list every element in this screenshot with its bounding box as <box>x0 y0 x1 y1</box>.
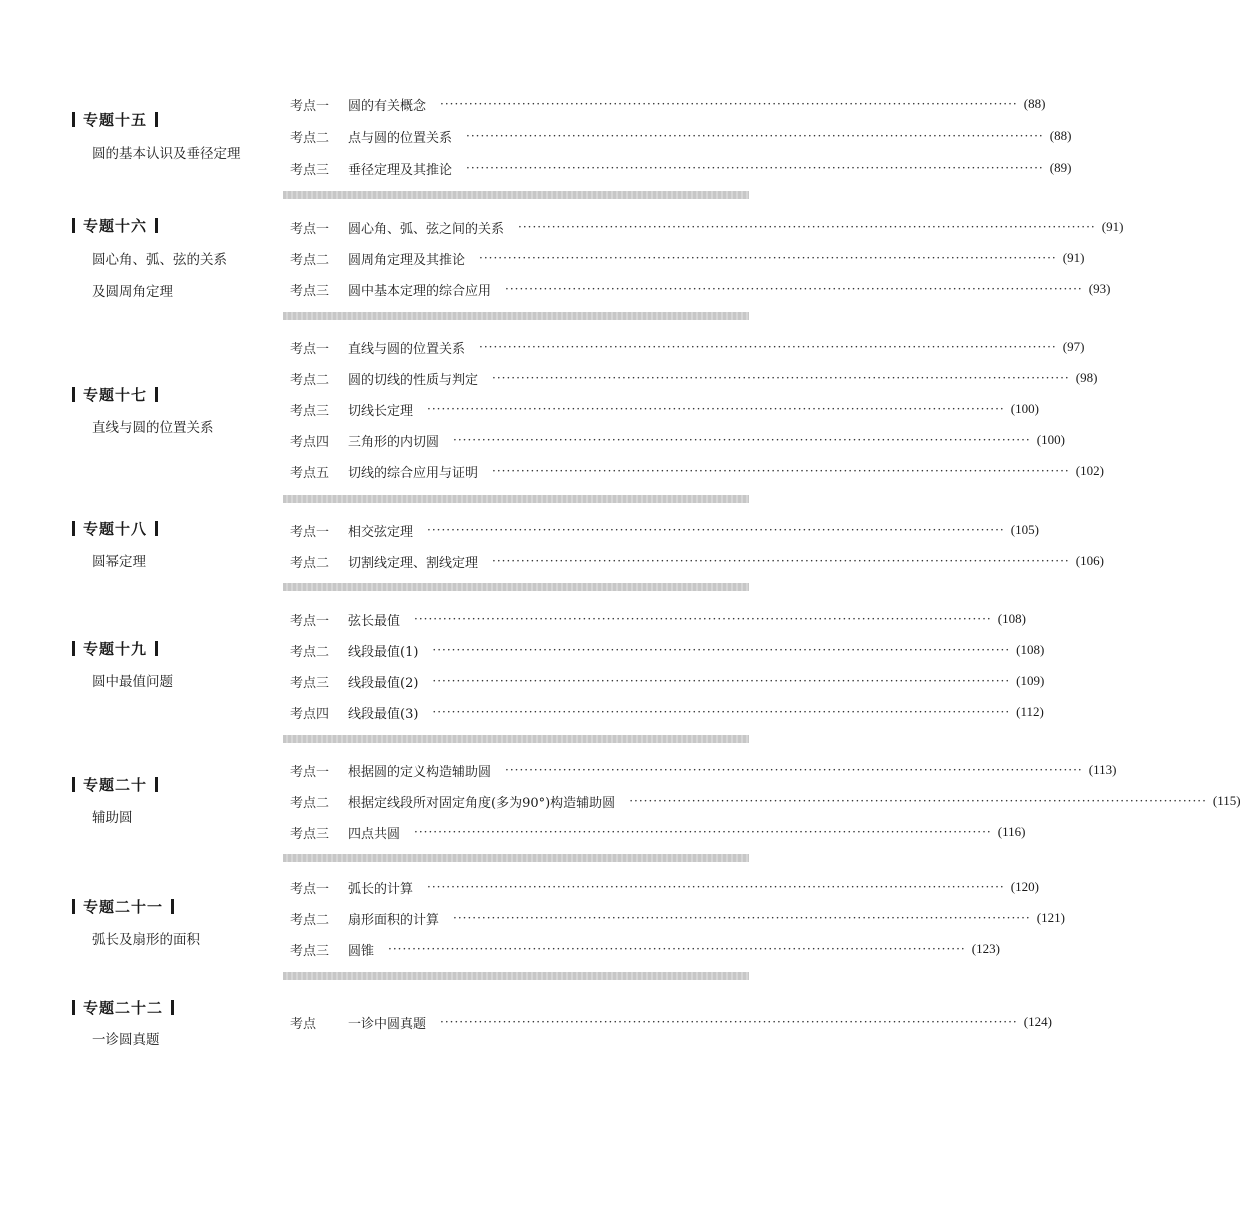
toc-entry[interactable] <box>290 640 1045 660</box>
entry-title: 圆的切线的性质与判定 <box>348 372 479 388</box>
point-label: 考点三 <box>290 403 330 419</box>
toc-entry[interactable] <box>290 520 1039 540</box>
topic-title <box>72 109 158 131</box>
entry-title: 四点共圆 <box>348 826 401 842</box>
page-number: (113) <box>1088 762 1117 777</box>
entry-title: 切线长定理 <box>348 403 414 419</box>
dot-leader: ························································································································ <box>453 911 1031 925</box>
topic-subtitle: 圆中最值问题 <box>92 674 173 690</box>
point-label: 考点一 <box>290 881 330 897</box>
toc-entry[interactable] <box>290 94 1046 114</box>
dot-leader: ························································································································ <box>388 942 966 956</box>
dot-leader: ························································································································ <box>427 523 1005 537</box>
page-number: (108) <box>1016 642 1045 657</box>
dot-leader: ························································································································ <box>432 674 1011 688</box>
toc-entry[interactable] <box>290 217 1124 237</box>
page-number: (120) <box>1010 879 1039 894</box>
point-label: 考点三 <box>290 675 330 691</box>
title-bar-left <box>72 387 75 402</box>
point-label: 考点二 <box>290 912 330 928</box>
dot-leader: ························································································································ <box>479 340 1057 354</box>
topic-label: 专题十五 <box>83 111 148 129</box>
entry-title: 圆周角定理及其推论 <box>348 252 466 268</box>
topic-title <box>72 997 174 1019</box>
toc-entry[interactable] <box>290 430 1065 450</box>
toc-entry[interactable] <box>290 126 1072 146</box>
entry-title: 垂径定理及其推论 <box>348 162 453 178</box>
dot-leader: ························································································································ <box>440 97 1018 111</box>
toc-entry[interactable] <box>290 822 1026 842</box>
page-number: (109) <box>1016 673 1045 688</box>
title-bar-right <box>155 777 158 792</box>
title-bar-left <box>72 641 75 656</box>
point-label: 考点一 <box>290 613 330 629</box>
toc-entry[interactable] <box>290 877 1039 897</box>
page-number: (100) <box>1010 401 1039 416</box>
page-number: (88) <box>1023 96 1046 111</box>
toc-entry[interactable] <box>290 609 1026 629</box>
dot-leader: ························································································································ <box>479 251 1057 265</box>
topic-subtitle: 辅助圆 <box>92 810 133 826</box>
topic-subtitle: 圆的基本认识及垂径定理 <box>92 146 241 162</box>
entry-title: 圆心角、弧、弦之间的关系 <box>348 221 505 237</box>
page-number: (100) <box>1036 432 1065 447</box>
toc-entry[interactable] <box>290 939 1000 959</box>
title-bar-right <box>155 641 158 656</box>
page-number: (102) <box>1075 463 1104 478</box>
dot-leader: ························································································································ <box>440 1015 1018 1029</box>
topic-label: 专题二十 <box>83 776 148 794</box>
point-label: 考点三 <box>290 283 330 299</box>
toc-entry[interactable] <box>290 399 1039 419</box>
toc-entry[interactable] <box>290 791 1241 811</box>
point-label: 考点四 <box>290 706 330 722</box>
toc-entry[interactable] <box>290 461 1104 481</box>
title-bar-left <box>72 112 75 127</box>
title-bar-right <box>171 899 174 914</box>
page-number: (108) <box>997 611 1026 626</box>
page-number: (106) <box>1075 553 1104 568</box>
topic-title <box>72 215 158 237</box>
point-label: 考点三 <box>290 826 330 842</box>
topic-title <box>72 638 158 660</box>
entry-title: 圆锥 <box>348 943 375 959</box>
point-label: 考点二 <box>290 130 330 146</box>
page-number: (93) <box>1088 281 1111 296</box>
topic-subtitle: 及圆周角定理 <box>92 284 173 300</box>
toc-entry[interactable] <box>290 702 1044 722</box>
section-divider <box>283 854 749 862</box>
topic-label: 专题二十二 <box>83 999 164 1017</box>
dot-leader: ························································································································ <box>492 464 1070 478</box>
point-label: 考点五 <box>290 465 330 481</box>
topic-title <box>72 774 158 796</box>
entry-title: 直线与圆的位置关系 <box>348 341 466 357</box>
point-label: 考点四 <box>290 434 330 450</box>
toc-entry[interactable] <box>290 158 1072 178</box>
entry-title: 圆的有关概念 <box>348 98 427 114</box>
point-label: 考点一 <box>290 341 330 357</box>
dot-leader: ························································································································ <box>492 371 1070 385</box>
title-bar-left <box>72 1000 75 1015</box>
title-bar-left <box>72 521 75 536</box>
entry-title: 切线的综合应用与证明 <box>348 465 479 481</box>
dot-leader: ························································································································ <box>432 643 1011 657</box>
title-bar-right <box>155 387 158 402</box>
title-bar-left <box>72 218 75 233</box>
point-label: 考点三 <box>290 162 330 178</box>
dot-leader: ························································································································ <box>432 705 1011 719</box>
point-label: 考点三 <box>290 943 330 959</box>
point-label: 考点一 <box>290 221 330 237</box>
page-number: (88) <box>1049 128 1072 143</box>
point-label: 考点一 <box>290 524 330 540</box>
topic-subtitle: 圆幂定理 <box>92 554 146 570</box>
page-number: (91) <box>1101 219 1124 234</box>
entry-title: 根据定线段所对固定角度(多为90°)构造辅助圆 <box>348 795 616 811</box>
dot-leader: ························································································································ <box>414 825 992 839</box>
section-divider <box>283 312 749 320</box>
title-bar-right <box>155 112 158 127</box>
entry-title: 切割线定理、割线定理 <box>348 555 479 571</box>
title-bar-right <box>155 521 158 536</box>
page-number: (97) <box>1062 339 1085 354</box>
topic-title <box>72 896 174 918</box>
topic-subtitle: 弧长及扇形的面积 <box>92 932 200 948</box>
entry-title: 线段最值(2) <box>348 675 419 691</box>
toc-entry[interactable] <box>290 671 1045 691</box>
section-divider <box>283 735 749 743</box>
page-number: (115) <box>1212 793 1241 808</box>
page-number: (91) <box>1062 250 1085 265</box>
entry-title: 弦长最值 <box>348 613 401 629</box>
title-bar-right <box>155 218 158 233</box>
toc-entry[interactable] <box>290 279 1111 299</box>
dot-leader: ························································································································ <box>629 794 1207 808</box>
topic-title <box>72 384 158 406</box>
section-divider <box>283 583 749 591</box>
page-number: (112) <box>1016 704 1044 719</box>
toc-entry[interactable] <box>290 248 1085 268</box>
title-bar-left <box>72 777 75 792</box>
entry-title: 扇形面积的计算 <box>348 912 440 928</box>
entry-title: 线段最值(1) <box>348 644 419 660</box>
point-label: 考点二 <box>290 252 330 268</box>
page-number: (89) <box>1049 160 1072 175</box>
entry-title: 根据圆的定义构造辅助圆 <box>348 764 492 780</box>
page-number: (124) <box>1023 1014 1052 1029</box>
toc-entry[interactable] <box>290 760 1117 780</box>
toc-entry[interactable] <box>290 368 1098 388</box>
entry-title: 一诊中圆真题 <box>348 1016 427 1032</box>
point-label: 考点二 <box>290 644 330 660</box>
topic-label: 专题十九 <box>83 640 148 658</box>
entry-title: 三角形的内切圆 <box>348 434 440 450</box>
point-label: 考点二 <box>290 795 330 811</box>
topic-label: 专题十六 <box>83 217 148 235</box>
toc-entry[interactable] <box>290 908 1065 928</box>
dot-leader: ························································································································ <box>427 402 1005 416</box>
dot-leader: ························································································································ <box>505 282 1083 296</box>
section-divider <box>283 495 749 503</box>
toc-entry[interactable] <box>290 337 1085 357</box>
point-label: 考点二 <box>290 555 330 571</box>
dot-leader: ························································································································ <box>466 129 1044 143</box>
dot-leader: ························································································································ <box>453 433 1031 447</box>
page-number: (116) <box>997 824 1026 839</box>
page-number: (98) <box>1075 370 1098 385</box>
dot-leader: ························································································································ <box>518 220 1096 234</box>
topic-subtitle: 圆心角、弧、弦的关系 <box>92 252 227 268</box>
dot-leader: ························································································································ <box>414 612 992 626</box>
point-label: 考点一 <box>290 764 330 780</box>
point-label: 考点二 <box>290 372 330 388</box>
topic-title <box>72 518 158 540</box>
topic-subtitle: 直线与圆的位置关系 <box>92 420 214 436</box>
toc-entry[interactable] <box>290 551 1104 571</box>
topic-subtitle: 一诊圆真题 <box>92 1032 160 1048</box>
point-label: 考点 <box>290 1016 317 1032</box>
topic-label: 专题十七 <box>83 386 148 404</box>
dot-leader: ························································································································ <box>505 763 1083 777</box>
entry-title: 线段最值(3) <box>348 706 419 722</box>
title-bar-right <box>171 1000 174 1015</box>
entry-title: 点与圆的位置关系 <box>348 130 453 146</box>
page-number: (105) <box>1010 522 1039 537</box>
toc-entry[interactable] <box>290 1012 1052 1032</box>
entry-title: 相交弦定理 <box>348 524 414 540</box>
section-divider <box>283 972 749 980</box>
page-number: (121) <box>1036 910 1065 925</box>
topic-label: 专题十八 <box>83 520 148 538</box>
section-divider <box>283 191 749 199</box>
page-number: (123) <box>971 941 1000 956</box>
point-label: 考点一 <box>290 98 330 114</box>
dot-leader: ························································································································ <box>427 880 1005 894</box>
topic-label: 专题二十一 <box>83 898 164 916</box>
title-bar-left <box>72 899 75 914</box>
entry-title: 弧长的计算 <box>348 881 414 897</box>
entry-title: 圆中基本定理的综合应用 <box>348 283 492 299</box>
dot-leader: ························································································································ <box>492 554 1070 568</box>
dot-leader: ························································································································ <box>466 161 1044 175</box>
